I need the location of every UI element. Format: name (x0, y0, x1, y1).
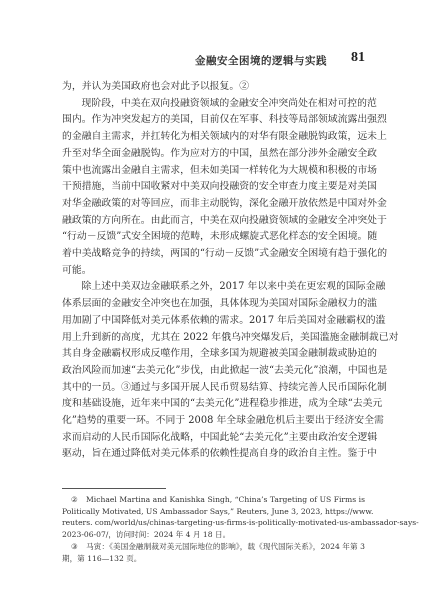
text-line: 用上升到新的高度，尤其在 2022 年俄乌冲突爆发后，美国滥施金融制裁已对 (62, 331, 399, 343)
running-header (62, 52, 365, 68)
footnote-marker: ③ (71, 541, 78, 551)
text-line: “行动－反馈”式安全困境的范畴，未形成螺旋式恶化样态的安全困境。随 (62, 231, 378, 243)
footnote-marker: ② (71, 495, 78, 504)
text-line: 的金融自主需求，并扛转化为相关领域内的对华有限金融脱钩政策，远未上 (62, 131, 387, 143)
footnote-text: 马寅：《美国金融制裁对美元国际地位的影响》，载《现代国际关系》，2024 年第 3 (86, 541, 365, 551)
footnote-text: Michael Martina and Kanishka Singh, “China’s Targeting of US Firms is (86, 495, 365, 504)
chapter-title: 金融安全困境的逻辑与实践 (195, 55, 327, 67)
text-line: 其自身金融霸权形成反噬作用，全球多国为规避被美国金融制裁或胁迫的 (62, 348, 378, 360)
footnote-divider (62, 488, 166, 489)
text-line: 除上述中美双边金融联系之外，2017 年以来中美在更宏观的国际金融 (81, 281, 386, 293)
text-line: 对华金融政策的对等回应，而非主动脱钩，深化金融开放依然是中国对外金 (62, 197, 387, 209)
text-line: 围内。作为冲突发起方的美国，目前仅在军事、科技等局部领域流露出强烈 (62, 114, 387, 126)
paragraph (62, 79, 365, 96)
footnote-line: Politically Motivated, US Ambassador Says,” Reuters, June 3, 2023, https://www. (62, 506, 374, 516)
footnote-line (62, 494, 365, 506)
text-line: 干预措施，当前中国收紧对中美双向投融资的安全审查力度主要是对美国 (62, 181, 378, 193)
footnote-line: 2023-06-07/，访问时间：2024 年 4 月 18 日。 (62, 530, 231, 540)
text-line: 其中的一员。③通过与多国开展人民币贸易结算、持续完善人民币国际化制 (62, 381, 387, 393)
text-line: 可能。 (62, 264, 92, 276)
text-line: 政治风险而加速“去美元化”步伐，由此掀起一波“去美元化”浪潮，中国也是 (62, 364, 388, 376)
text-line: 融政策的方向所在。由此而言，中美在双向投融资领域的金融安全冲突处于 (62, 214, 387, 226)
text-line: 为，并认为美国政府也会对此予以报复。② (62, 81, 250, 92)
page-number: 81 (351, 50, 365, 65)
text-line: 体系层面的金融安全冲突也在加强，具体体现为美国对国际金融权力的滥 (62, 298, 378, 310)
paragraph (62, 279, 399, 463)
footnote-line (62, 541, 365, 553)
text-line: 现阶段，中美在双向投融资领域的金融安全冲突尚处在相对可控的范 (81, 97, 377, 109)
paragraph (62, 96, 388, 280)
text-line: 用加剧了中国降低对美元体系依赖的需求。2017 年后美国对金融霸权的滥 (62, 314, 386, 326)
footnote-line: reuters. com/world/us/chinas-targeting-us-firms-is-politically-motivated-us-ambassador-says- (62, 518, 419, 528)
text-line: 驱动，旨在通过降低对美元体系的依赖性提高自身的政治自主性。鉴于中 (62, 448, 378, 460)
body-text (62, 79, 399, 463)
footnote-line: 期，第 116—132 页。 (62, 553, 142, 563)
text-line: 求而启动的人民币国际化战略，中国此轮“去美元化”主要由政治安全逻辑 (62, 431, 378, 443)
text-line: 着中美战略竞争的持续，两国的“行动－反馈”式金融安全困境有趋于强化的 (62, 248, 388, 260)
text-line: 化”趋势的重要一环。不同于 2008 年全球金融危机后主要出于经济安全需 (62, 415, 384, 427)
text-line: 策中也流露出金融自主需求，但未如美国一样转化为大规模和积极的市场 (62, 164, 378, 176)
text-line: 度和基础设施，近年来中国的“去美元化”进程稳步推进，成为全球“去美元 (62, 398, 383, 410)
text-line: 升至对华全面金融脱钩。作为应对方的中国，虽然在部分涉外金融安全政 (62, 147, 378, 159)
footnotes (62, 494, 419, 564)
